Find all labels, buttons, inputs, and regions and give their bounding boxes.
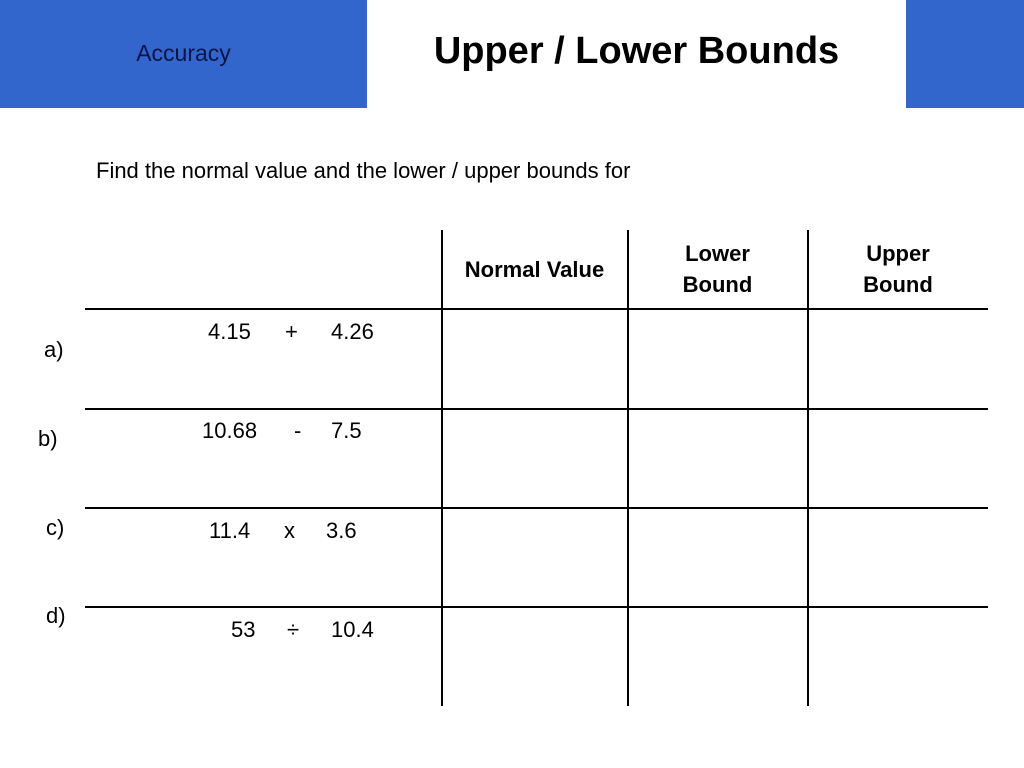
answer-cell-upper-bound[interactable] bbox=[808, 409, 988, 507]
answer-cell-upper-bound[interactable] bbox=[808, 508, 988, 606]
answer-cell-upper-bound[interactable] bbox=[808, 607, 988, 706]
section-label: Accuracy bbox=[136, 40, 231, 66]
answer-cell-lower-bound[interactable] bbox=[628, 309, 807, 408]
operand-a: 53 bbox=[231, 617, 256, 642]
row-label-c: c) bbox=[46, 515, 65, 540]
column-header-lower-bound bbox=[628, 230, 807, 308]
operand-b: 3.6 bbox=[326, 518, 357, 543]
answer-cell-normal-value[interactable] bbox=[442, 409, 627, 507]
answer-cell-normal-value[interactable] bbox=[442, 309, 627, 408]
operator: x bbox=[284, 518, 295, 543]
answer-cell-lower-bound[interactable] bbox=[628, 409, 807, 507]
operand-b: 4.26 bbox=[331, 319, 374, 344]
column-header-upper-bound bbox=[808, 230, 988, 308]
row-label-a: a) bbox=[44, 337, 64, 362]
header-band-right bbox=[906, 0, 1024, 108]
answer-cell-normal-value[interactable] bbox=[442, 607, 627, 706]
operator: - bbox=[294, 418, 302, 443]
operand-a: 4.15 bbox=[208, 319, 251, 344]
operand-b: 10.4 bbox=[331, 617, 374, 642]
answer-cell-lower-bound[interactable] bbox=[628, 607, 807, 706]
column-header-normal-value bbox=[442, 230, 627, 308]
column-header-line: Upper bbox=[866, 241, 930, 266]
operator: ÷ bbox=[287, 617, 300, 642]
answer-cell-normal-value[interactable] bbox=[442, 508, 627, 606]
column-header-line: Bound bbox=[863, 272, 933, 297]
row-label-b: b) bbox=[38, 426, 58, 451]
row-label-d: d) bbox=[46, 603, 66, 628]
operand-a: 10.68 bbox=[202, 418, 258, 443]
answer-cell-lower-bound[interactable] bbox=[628, 508, 807, 606]
column-header-line: Bound bbox=[682, 272, 753, 297]
operand-a: 11.4 bbox=[209, 518, 251, 543]
operand-b: 7.5 bbox=[331, 418, 362, 443]
operator: + bbox=[285, 319, 298, 344]
column-header-line: Lower bbox=[685, 241, 750, 266]
instruction-text: Find the normal value and the lower / upper bounds for bbox=[96, 158, 631, 183]
column-header-label: Normal Value bbox=[464, 256, 605, 282]
answer-cell-upper-bound[interactable] bbox=[808, 309, 988, 408]
slide-title: Upper / Lower Bounds bbox=[433, 30, 840, 72]
